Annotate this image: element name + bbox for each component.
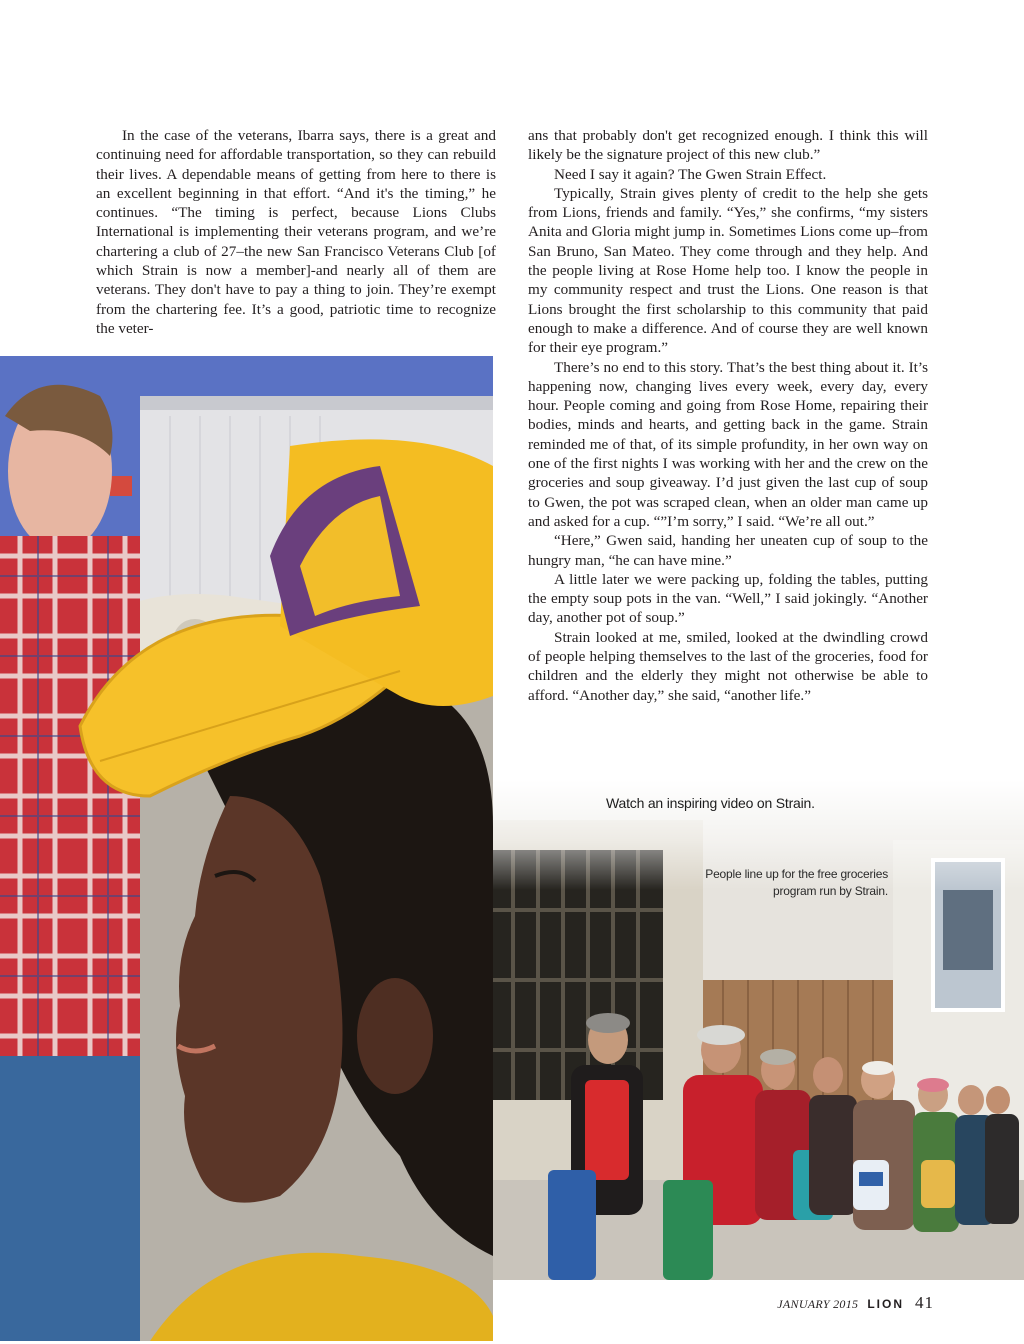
article-column-right	[528, 126, 928, 705]
magazine-name: LION	[867, 1297, 904, 1311]
article-paragraph: “Here,” Gwen said, handing her uneaten cup of soup to the hungry man, “he can have mine.”	[528, 532, 928, 569]
photo-caption: People line up for the free groceries program run by Strain.	[705, 867, 888, 898]
article-paragraph: Need I say it again? The Gwen Strain Effect.	[554, 165, 827, 183]
issue-date: JANUARY 2015	[777, 1297, 859, 1311]
article-paragraph: Typically, Strain gives plenty of credit to the help she gets from Lions, friends and family. “Yes,” she confirms, “my sisters Anita and Gloria might jump in. Sometimes Lions come up–from San Bruno, San Mateo. They come through and they help. And the people living at Rose Home help too. I know the people in my community respect and trust the Lions. One reason is that Lions brought the first scholarship to this community that paid enough to make a difference. And of course they are well known for their eye program.”	[528, 184, 928, 357]
page-footer	[777, 1293, 934, 1313]
photo-grocery-line	[493, 780, 1024, 1280]
page-number: 41	[915, 1293, 934, 1312]
video-link[interactable]: Watch an inspiring video on Strain.	[606, 795, 815, 811]
article-paragraph: In the case of the veterans, Ibarra says, there is a great and continuing need for affordable transportation, so they can rebuild their lives. A dependable means of getting from here to there is an excellent beginning in that effort. “And it's the timing,” he continues. “The timing is perfect, because Lions Clubs International is implementing their veterans program, and we’re chartering a club of 27–the new San Francisco Veterans Club [of which Strain is now a member]-and nearly all of them are veterans. They don't have to pay a thing to join. They’re exempt from the chartering fee. It’s a good, patriotic time to recognize the veter-	[96, 127, 496, 337]
article-paragraph: A little later we were packing up, folding the tables, putting the empty soup pots in the van. “Well,” I said jokingly. “Another day, another pot of soup.”	[528, 570, 928, 627]
article-column-left	[96, 126, 496, 338]
article-paragraph: ans that probably don't get recognized enough. I think this will likely be the signature project of this new club.”	[528, 127, 928, 164]
article-paragraph: There’s no end to this story. That’s the best thing about it. It’s happening now, changing lives every week, every day, every hour. People coming and going from Rose Home, repairing their bodies, minds and hearts, and getting back in the game. Strain reminded me of that, of its simple profundity, in her own way on one of the first nights I was working with her and the crew on the groceries and soup giveaway. I’d just given the last cup of soup to Gwen, the pot was scraped clean, when an older man came up and asked for a cup. “”I’m sorry,” I said. “We’re all out.”	[528, 358, 928, 530]
photo-woman-in-yellow-cap	[0, 356, 493, 1341]
article-paragraph: Strain looked at me, smiled, looked at the dwindling crowd of people helping themselves to the last of the groceries, food for children and the elderly they might not otherwise be able to afford. “Another day,” she said, “another life.”	[528, 628, 928, 704]
